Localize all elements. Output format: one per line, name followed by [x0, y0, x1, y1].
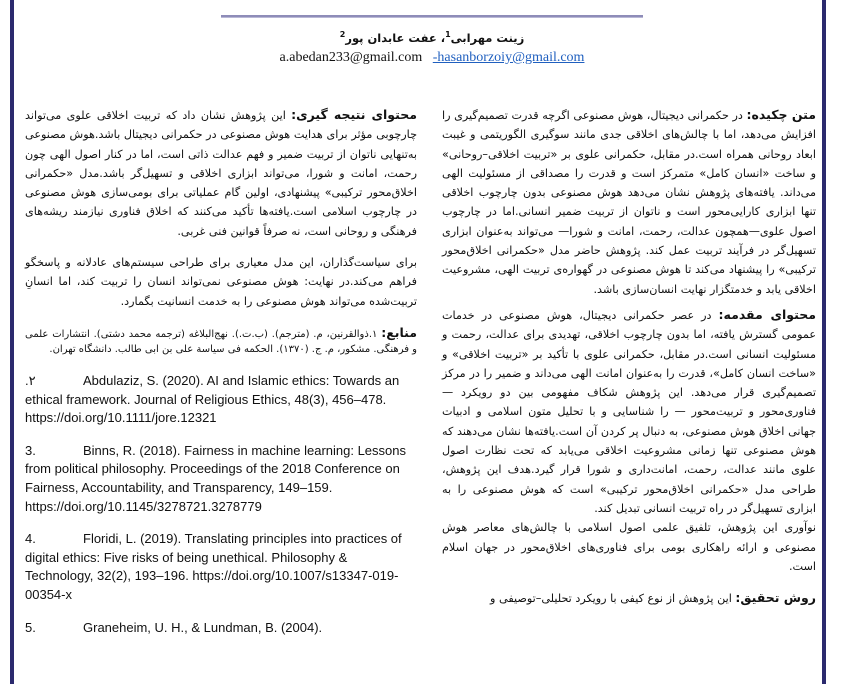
- reference-item: [25, 530, 417, 604]
- author-2: ، عفت عابدان پور: [345, 30, 446, 45]
- intro-text: در عصر حکمرانی دیجیتال، هوش مصنوعی در خدمات عمومی گسترش یافته، اما بدون چارچوب اخلاقی، تهدیدی برای عدالت، رحمت و مسئولیت انسانی است.در مقابل، حکمرانی علوی با تأکید بر «تربیت اخلاقی» و «ساخت انسان کامل»، قدرت را به‌عنوان امانت الهی می‌داند و ضمیر را در مرکز تصمیم‌گیری قرار می‌دهد. این پژوهش شکاف مفهومی بین دو رویکرد — فناوری‌محور و تربیت‌محور — را شناسایی و با تحلیل متون اسلامی و ادبیات جهانی اخلاق هوش مصنوعی، به دنبال پر کردن آن است.یافته‌ها نشان می‌دهند که هوش مصنوعی تنها زمانی مشروعیت اخلاقی می‌یابد که تحت نظارت اصول علوی مانند عدالت، رحمت، امانت‌داری و شورا قرار گیرد.هدف این پژوهش، طراحی مدل «حکمرانی اخلاق‌محور ترکیبی» است که هوش مصنوعی را به ابزاری تسهیل‌گر در راه تربیت انسانی تبدیل کند.: [442, 308, 816, 515]
- email-1: a.abedan233@gmail.com: [279, 50, 423, 65]
- reference-item: [25, 619, 417, 638]
- reference-number: 4.: [25, 531, 36, 547]
- references-persian-text: ۱.ذوالقرنین، م. (مترجم). (ب.ت.). نهج‌البلاغه (ترجمه محمد دشتی). انتشارات علمی و فرهنگی. مشکور، م. ج. (۱۳۷۰). الحکمه فی سیاسة علی بن ابی طالب. دانشگاه تهران.: [25, 328, 417, 356]
- intro-label: محتوای مقدمه:: [718, 306, 816, 322]
- reference-item: [25, 442, 417, 516]
- reference-text: Abdulaziz, S. (2020). AI and Islamic ethics: Towards an ethical framework. Journal of Religious Ethics, 48(3), 456–478. https://doi.org/10.1111/jore.12321: [25, 372, 400, 426]
- intro-paragraph: [442, 305, 816, 518]
- reference-number: .۲: [25, 372, 36, 388]
- references-label: منابع:: [381, 324, 417, 340]
- policy-paragraph: برای سیاست‌گذاران، این مدل معیاری برای طراحی سیستم‌های عادلانه و پاسخگو فراهم می‌کند.در نهایت: هوش مصنوعی نمی‌تواند انسان را تربیت کند، اما انسانِ تربیت‌شده می‌تواند هوش مصنوعی را به خدمت انسانیت بگمارد.: [25, 256, 417, 308]
- references-persian: [25, 325, 417, 358]
- reference-number: 3.: [25, 442, 36, 458]
- email-2-link[interactable]: -hasanborzoiy@gmail.com: [432, 50, 585, 65]
- method-paragraph: [442, 588, 816, 608]
- abstract-label: متن چکیده:: [746, 107, 817, 122]
- page-border-right: [822, 0, 826, 684]
- author-1-sup: 1: [445, 30, 451, 39]
- reference-text: Binns, R. (2018). Fairness in machine learning: Lessons from political philosophy. Proceedings of the 2018 Conference on Fairness, Accountability, and Transparency, 149–159. https://doi.org/10.1145/3278721.3278779: [25, 442, 406, 514]
- conclusion-text: این پژوهش نشان داد که تربیت اخلاقی علوی می‌تواند چارچوبی مؤثر برای هدایت هوش مصنوعی در حکمرانی دیجیتال باشد.هوش مصنوعی به‌تنهایی ناتوان از تربیت ضمیر و فهم عدالت ذاتی است، اما در کنار اصول الهی چون رحمت، امانت و شورا، می‌تواند ابزاری اخلاقی و تسهیل‌گر باشد.مدل «حکمرانی اخلاق‌محور ترکیبی» پیشنهادی، اولین گام عملیاتی برای بومی‌سازی هوش مصنوعی در چارچوب اسلامی است.یافته‌ها تأکید می‌کنند که اخلاق فناوری نیازمند ریشه‌های فرهنگی و روحانی است، نه صرفاً قوانین فنی غربی.: [25, 109, 417, 238]
- method-label: روش تحقیق:: [735, 590, 816, 606]
- left-column: [25, 105, 417, 637]
- reference-item: [25, 372, 417, 428]
- author-1: زینت مهرابی: [450, 30, 525, 45]
- conclusion-label: محتوای نتیجه گیری:: [291, 107, 417, 122]
- author-2-sup: 2: [339, 30, 346, 39]
- author-line: [221, 30, 643, 45]
- innovation-paragraph: نوآوری این پژوهش، تلفیق علمی اصول اسلامی با چالش‌های معاصر هوش مصنوعی و ارائه راهکاری بومی برای فناوری‌های اخلاق‌محور در جهان اسلام است.: [442, 521, 816, 573]
- method-text: این پژوهش از نوع کیفی با رویکرد تحلیلی–توصیفی و: [490, 592, 736, 606]
- reference-number: 5.: [25, 619, 36, 635]
- reference-text: Graneheim, U. H., & Lundman, B. (2004).: [83, 619, 323, 635]
- conclusion-paragraph: [25, 105, 417, 241]
- page-border-left: [10, 0, 14, 684]
- reference-text: Floridi, L. (2019). Translating principles into practices of digital ethics: Five risks of being unethical. Philosophy & Technology, 32(2), 193–196. https://doi.org/10.1007/s13347-019-00354-x: [25, 531, 402, 602]
- abstract-paragraph: [442, 105, 816, 299]
- header-rule: [221, 15, 643, 18]
- right-column: [442, 105, 816, 608]
- email-line: [221, 50, 643, 66]
- abstract-text: در حکمرانی دیجیتال، هوش مصنوعی اگرچه قدرت تصمیم‌گیری را افزایش می‌دهد، اما با چالش‌های اخلاقی جدی مانند سوگیری الگوریتمی و غیبت ابعاد روحانی همراه است.در مقابل، حکمرانی علوی بر «تربیت اخلاقی–روحانی» و ساخت «انسان کامل» متمرکز است و قدرت را مصداقی از مسئولیت الهی می‌داند. یافته‌های پژوهش نشان می‌دهد هوش مصنوعی بدون چارچوب اخلاقی تنها ابزاری کارایی‌محور است و ناتوان از تربیت ضمیر انسانی.اما در چارچوب اصول علوی—همچون عدالت، رحمت، امانت و شورا— می‌تواند به‌عنوان ابزاری تسهیل‌گر در فرآیند تربیت عمل کند. پژوهش حاضر مدل «حکمرانی اخلاق‌محور ترکیبی» را پیشنهاد می‌کند تا هوش مصنوعی در گهواره‌ی تربیت الهی، مشروعیت اخلاقی یابد و خدمتگزار نهایت انسان‌سازی باشد.: [442, 109, 816, 296]
